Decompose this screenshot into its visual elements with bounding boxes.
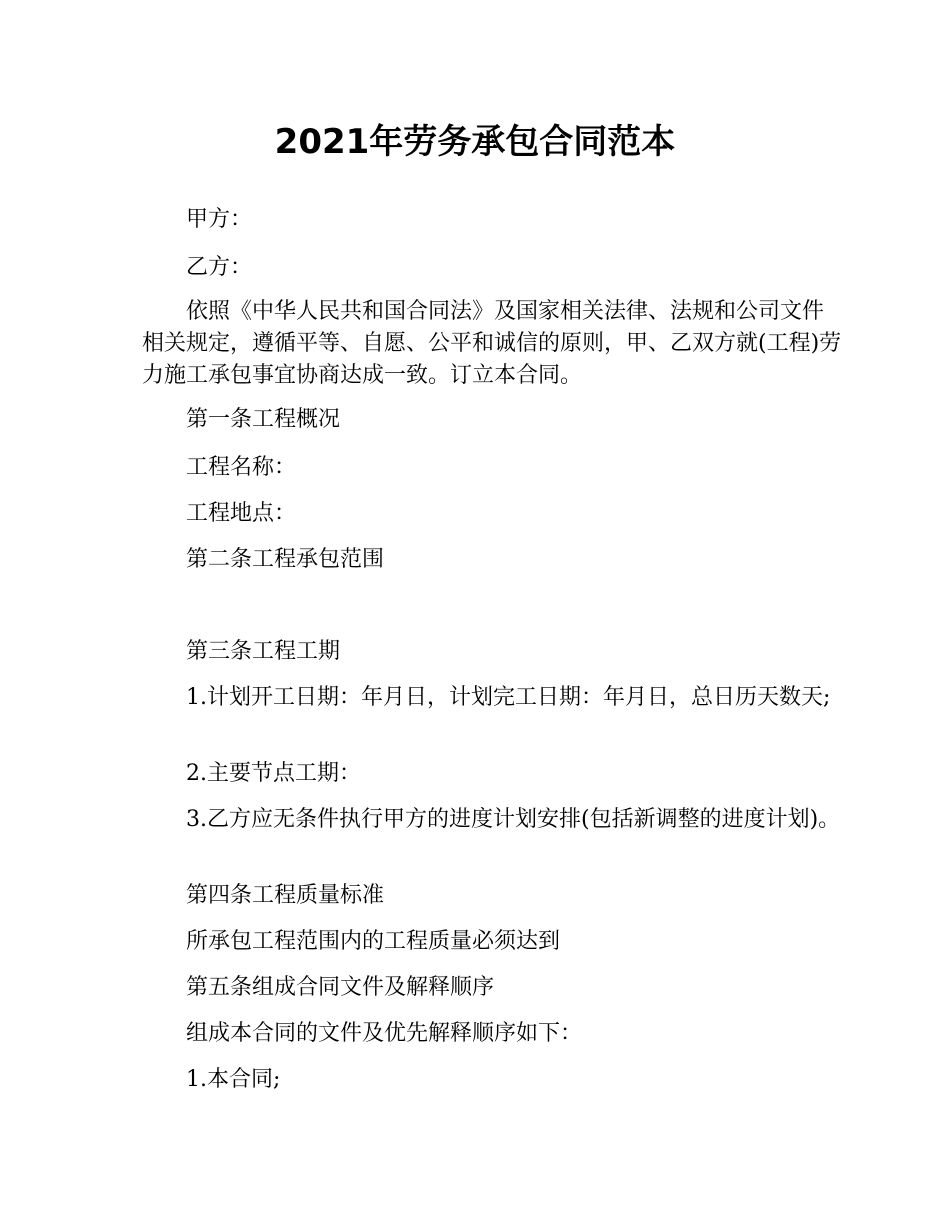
article-3-heading: 第三条工程工期 xyxy=(186,639,341,664)
quality-standard-line: 所承包工程范围内的工程质量必须达到 xyxy=(186,929,561,954)
document-title: 2021年劳务承包合同范本 xyxy=(274,122,676,162)
article-4-heading: 第四条工程质量标准 xyxy=(186,883,385,908)
document-order-item-1: 1.本合同; xyxy=(186,1067,281,1092)
article-2-heading: 第二条工程承包范围 xyxy=(186,547,385,572)
article-5-heading: 第五条组成合同文件及解释顺序 xyxy=(186,975,495,1000)
party-b-line: 乙方： xyxy=(186,255,253,280)
schedule-item-3: 3.乙方应无条件执行甲方的进度计划安排(包括新调整的进度计划)。 xyxy=(186,807,841,832)
project-location-line: 工程地点： xyxy=(186,501,297,526)
document-order-intro: 组成本合同的文件及优先解释顺序如下： xyxy=(186,1021,583,1046)
schedule-item-2: 2.主要节点工期： xyxy=(186,761,361,786)
preamble-paragraph: 依照《中华人民共和国合同法》及国家相关法律、法规和公司文件相关规定，遵循平等、自愿、公平和诚信的原则，甲、乙双方就(工程)劳力施工承包事宜协商达成一致。订立本合同。 xyxy=(142,299,842,388)
schedule-item-1: 1.计划开工日期：年月日，计划完工日期：年月日，总日历天数天; xyxy=(186,685,831,710)
article-1-heading: 第一条工程概况 xyxy=(186,407,341,432)
party-a-line: 甲方： xyxy=(186,207,253,232)
project-name-line: 工程名称： xyxy=(186,455,297,480)
